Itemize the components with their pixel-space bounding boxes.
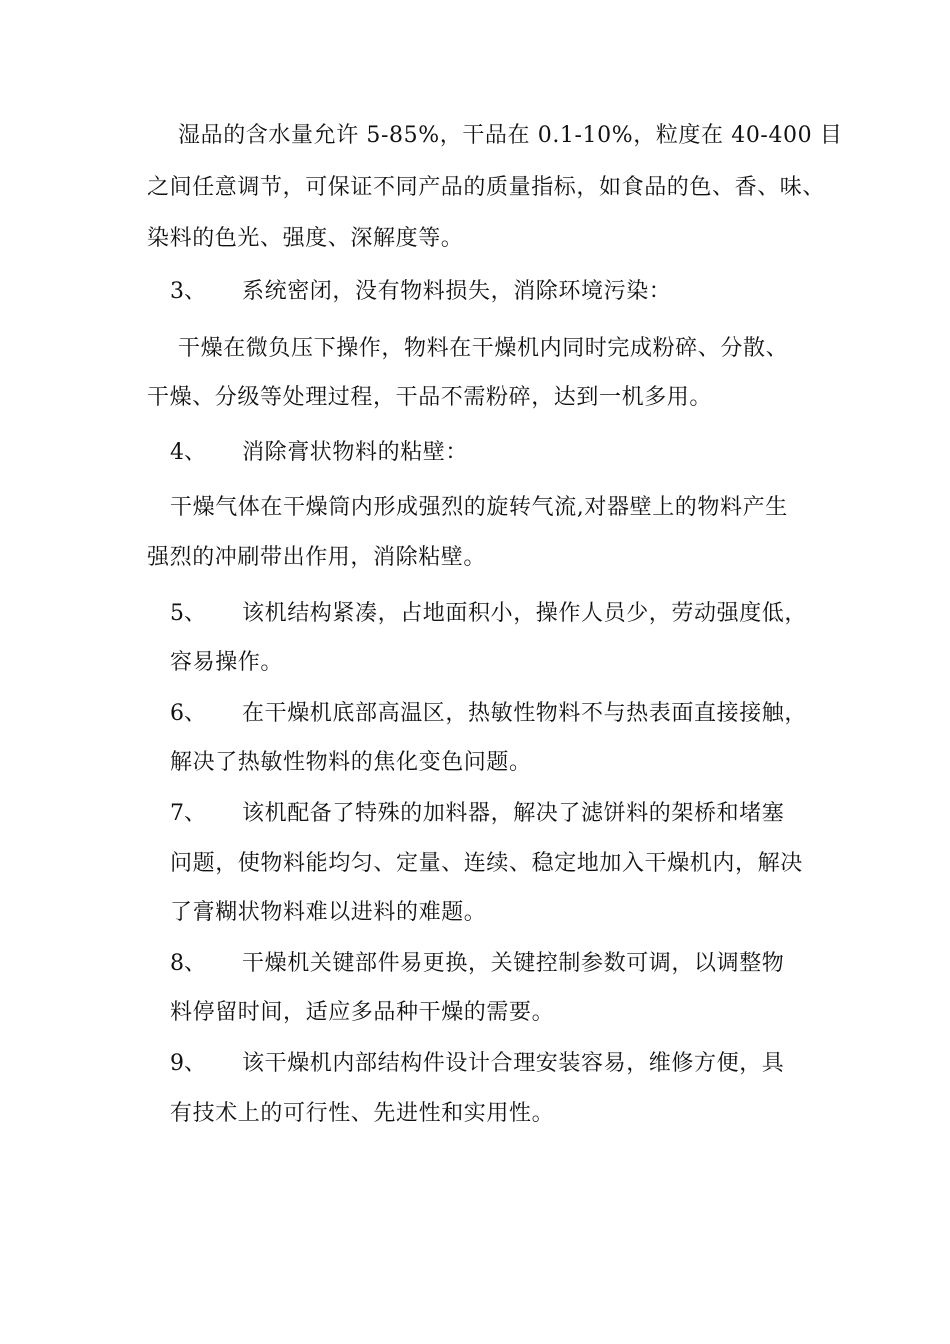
item-6-number: 6、 bbox=[170, 701, 206, 726]
item-6-line-1: 在干燥机底部高温区，热敏性物料不与热表面直接接触， bbox=[242, 701, 808, 726]
item-5-line-1: 该机结构紧凑，占地面积小，操作人员少，劳动强度低， bbox=[242, 601, 808, 626]
item-8-line-2: 料停留时间，适应多品种干燥的需要。 bbox=[170, 1000, 555, 1025]
item-4-body-line-2: 强烈的冲刷带出作用，消除粘壁。 bbox=[147, 545, 487, 570]
item-4-title: 消除膏状物料的粘壁： bbox=[242, 440, 469, 465]
item-9-line-1: 该干燥机内部结构件设计合理安装容易，维修方便，具 bbox=[242, 1051, 785, 1076]
intro-line-2: 之间任意调节，可保证不同产品的质量指标，如食品的色、香、味、 bbox=[147, 175, 826, 200]
item-3-number: 3、 bbox=[170, 279, 206, 304]
item-7-line-1: 该机配备了特殊的加料器，解决了滤饼料的架桥和堵塞 bbox=[242, 801, 785, 826]
item-7-number: 7、 bbox=[170, 801, 206, 826]
item-3-body-line-1: 干燥在微负压下操作，物料在干燥机内同时完成粉碎、分散、 bbox=[178, 336, 789, 361]
item-8-line-1: 干燥机关键部件易更换，关键控制参数可调，以调整物 bbox=[242, 951, 785, 976]
item-3-body-line-2: 干燥、分级等处理过程，干品不需粉碎，达到一机多用。 bbox=[147, 385, 713, 410]
item-6-line-2: 解决了热敏性物料的焦化变色问题。 bbox=[170, 750, 532, 775]
intro-line-1: 湿品的含水量允许 5-85%，干品在 0.1-10%，粒度在 40-400 目 bbox=[178, 123, 843, 148]
item-4-body-line-1: 干燥气体在干燥筒内形成强烈的旋转气流,对器壁上的物料产生 bbox=[170, 495, 788, 520]
item-3-title: 系统密闭，没有物料损失，消除环境污染： bbox=[242, 279, 672, 304]
item-7-line-3: 了膏糊状物料难以进料的难题。 bbox=[170, 900, 487, 925]
item-9-line-2: 有技术上的可行性、先进性和实用性。 bbox=[170, 1101, 555, 1126]
item-7-line-2: 问题，使物料能均匀、定量、连续、稳定地加入干燥机内，解决 bbox=[170, 851, 803, 876]
intro-line-3: 染料的色光、强度、深解度等。 bbox=[147, 226, 464, 251]
item-5-number: 5、 bbox=[170, 601, 206, 626]
item-4-number: 4、 bbox=[170, 440, 206, 465]
item-5-line-2: 容易操作。 bbox=[170, 650, 284, 675]
item-9-number: 9、 bbox=[170, 1051, 206, 1076]
item-8-number: 8、 bbox=[170, 951, 206, 976]
